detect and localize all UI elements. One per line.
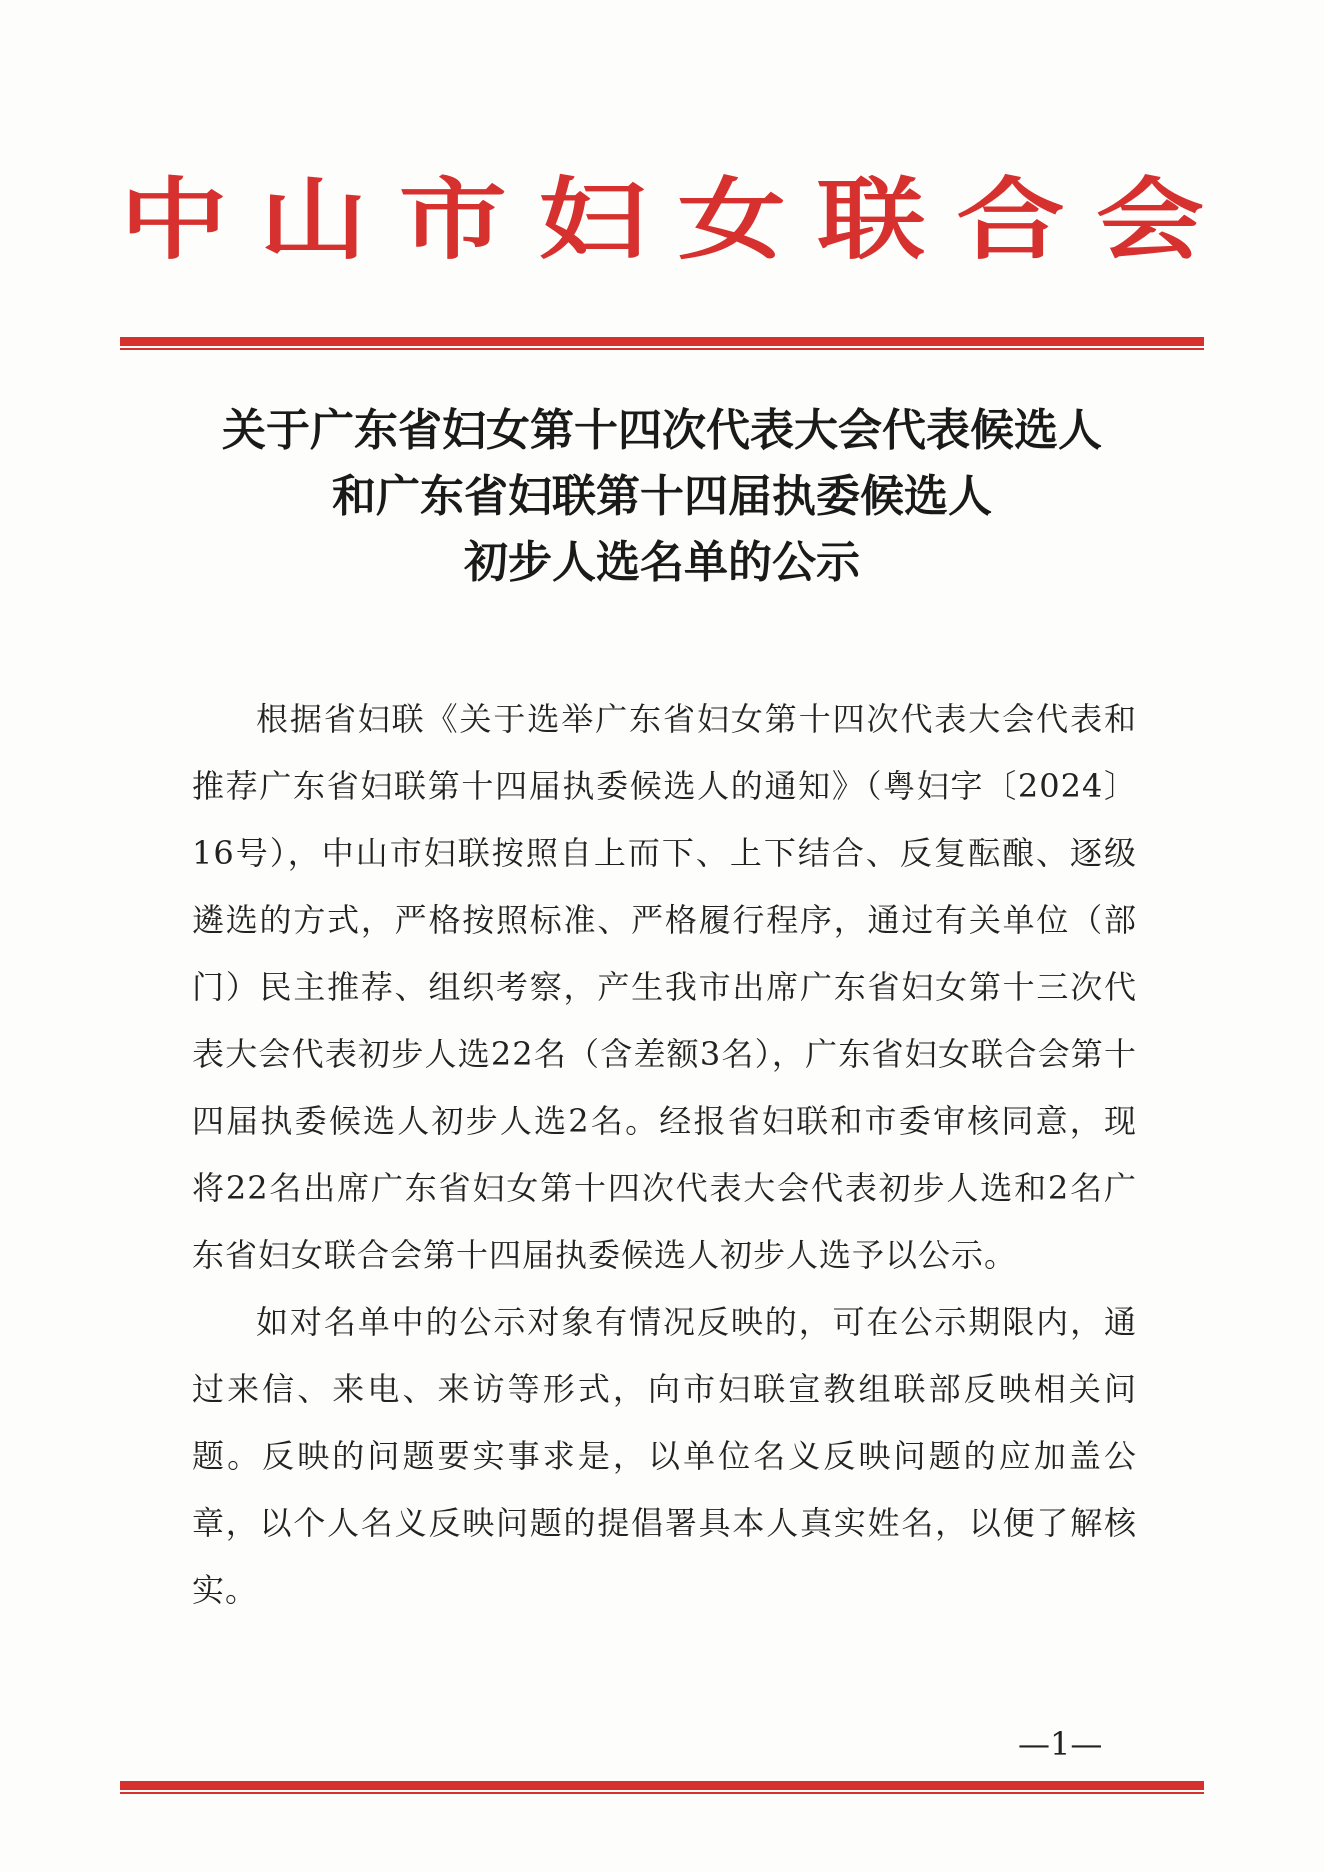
title-line-1: 关于广东省妇女第十四次代表大会代表候选人 bbox=[222, 405, 1102, 456]
org-char: 中 bbox=[120, 168, 229, 272]
body-paragraph-2: 如对名单中的公示对象有情况反映的，可在公示期限内，通过来信、来电、来访等形式，向市妇联宣教组联部反映相关问题。反映的问题要实事求是，以单位名义反映问题的应加盖公章，以个人名义反映问题的提倡署具本人真实姓名，以便了解核实。 bbox=[192, 1303, 1137, 1609]
org-char: 女 bbox=[677, 168, 786, 272]
org-char: 会 bbox=[1095, 168, 1204, 272]
org-char: 市 bbox=[398, 168, 507, 272]
page-number: —1— bbox=[1018, 1725, 1103, 1763]
body-paragraph-1: 根据省妇联《关于选举广东省妇女第十四次代表大会代表和推荐广东省妇联第十四届执委候选人的通知》（粤妇字〔2024〕16号），中山市妇联按照自上而下、上下结合、反复酝酿、逐级遴选的方式，严格按照标准、严格履行程序，通过有关单位（部门）民主推荐、组织考察，产生我市出席广东省妇女第十三次代表大会代表初步人选22名（含差额3名），广东省妇女联合会第十四届执委候选人初步人选2名。经报省妇联和市委审核同意，现将22名出席广东省妇女第十四次代表大会代表初步人选和2名广东省妇女联合会第十四届执委候选人初步人选予以公示。 bbox=[192, 700, 1137, 1274]
organization-header bbox=[120, 150, 1204, 290]
footer-divider bbox=[120, 1781, 1204, 1790]
org-char: 联 bbox=[817, 168, 926, 272]
org-char: 山 bbox=[259, 168, 368, 272]
title-line-3: 初步人选名单的公示 bbox=[464, 537, 860, 588]
document-title bbox=[120, 398, 1204, 596]
org-char: 合 bbox=[956, 168, 1065, 272]
document-body bbox=[192, 686, 1137, 1624]
title-line-2: 和广东省妇联第十四届执委候选人 bbox=[332, 471, 992, 522]
header-divider bbox=[120, 337, 1204, 346]
org-char: 妇 bbox=[538, 168, 647, 272]
